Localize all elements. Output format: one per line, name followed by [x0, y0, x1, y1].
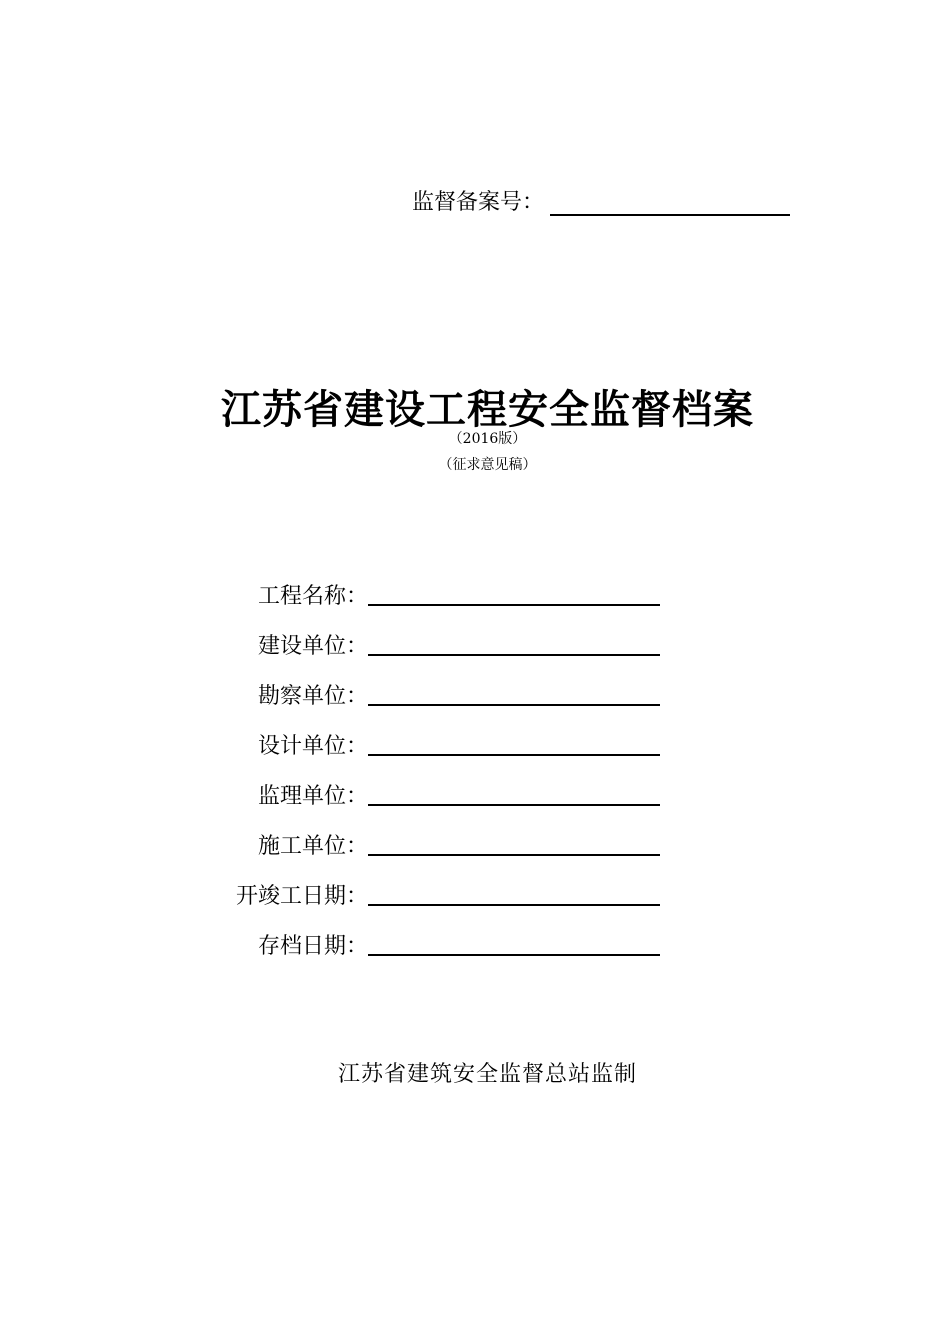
field-label: 开竣工日期： — [235, 884, 368, 909]
record-number-line — [412, 185, 790, 216]
field-label: 施工单位： — [257, 834, 368, 859]
start-completion-date-blank[interactable] — [368, 876, 660, 906]
project-name-blank[interactable] — [368, 576, 660, 606]
issuer-footer: 江苏省建筑安全监督总站监制 — [337, 1062, 637, 1087]
project-info-fields — [200, 560, 670, 960]
field-supervision-unit — [200, 760, 670, 810]
document-title: 江苏省建设工程安全监督档案 — [221, 386, 754, 433]
field-label: 勘察单位： — [257, 684, 368, 709]
record-number-field[interactable] — [550, 188, 790, 216]
edition-note: （2016版） — [448, 431, 527, 447]
field-contractor-unit — [200, 810, 670, 860]
construction-unit-blank[interactable] — [368, 626, 660, 656]
survey-unit-blank[interactable] — [368, 676, 660, 706]
archive-date-blank[interactable] — [368, 926, 660, 956]
field-construction-unit — [200, 610, 670, 660]
field-design-unit — [200, 710, 670, 760]
contractor-unit-blank[interactable] — [368, 826, 660, 856]
field-label: 监理单位： — [257, 784, 368, 809]
field-label: 设计单位： — [257, 734, 368, 759]
field-project-name — [200, 560, 670, 610]
field-archive-date — [200, 910, 670, 960]
record-number-label: 监督备案号： — [412, 190, 545, 215]
supervision-unit-blank[interactable] — [368, 776, 660, 806]
draft-status-note: （征求意见稿） — [438, 457, 537, 473]
field-start-completion-date — [200, 860, 670, 910]
field-survey-unit — [200, 660, 670, 710]
design-unit-blank[interactable] — [368, 726, 660, 756]
field-label: 建设单位： — [257, 634, 368, 659]
field-label: 存档日期： — [257, 934, 368, 959]
field-label: 工程名称： — [257, 584, 368, 609]
